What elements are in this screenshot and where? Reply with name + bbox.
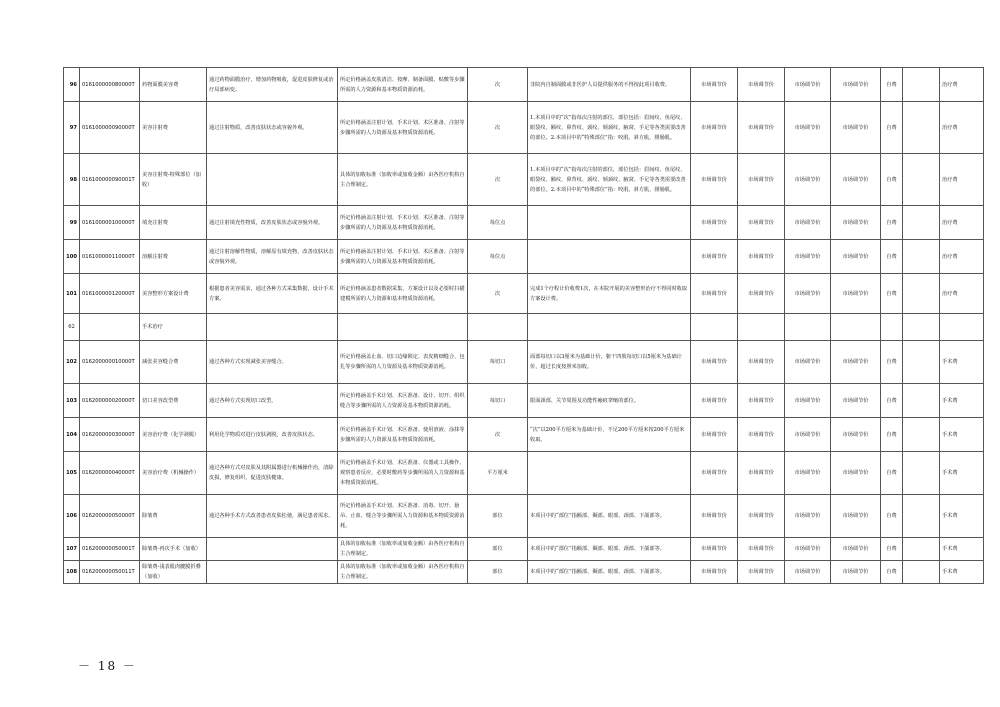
item-description: 非院内自制面膜或非医护人员提供服务的不得按此项目收费。 bbox=[528, 68, 691, 102]
remark bbox=[903, 154, 940, 206]
price-level-3: 市场调节价 bbox=[785, 538, 831, 561]
price-level-3: 市场调节价 bbox=[785, 341, 831, 384]
item-connotation bbox=[207, 538, 338, 561]
remark bbox=[903, 206, 940, 240]
table-row bbox=[64, 384, 984, 418]
pricing-unit: 部位 bbox=[468, 561, 528, 584]
price-level-3: 市场调节价 bbox=[785, 206, 831, 240]
pricing-unit: 次 bbox=[468, 102, 528, 154]
pricing-unit: 每切口 bbox=[468, 341, 528, 384]
price-level-2: 市场调节价 bbox=[738, 452, 785, 495]
payment-type: 自费 bbox=[881, 102, 903, 154]
item-code: 016100000090001T bbox=[80, 154, 140, 206]
payment-type: 自费 bbox=[881, 538, 903, 561]
item-description: 1.本项目中的“次”指每次注射的部位，部位包括：眉间纹、鱼尾纹、眼袋纹、额纹、鼻背纹、颈纹、颏颈纹、腋窝、手足等各类需要改善的部位。2.本项目中的“特殊部位”指：咬肌、斜方肌、腓肠肌。 bbox=[528, 102, 691, 154]
payment-type: 自费 bbox=[881, 154, 903, 206]
price-level-2: 市场调节价 bbox=[738, 538, 785, 561]
item-description: 本项目中的“部位”指额部、颞部、眼部、颈部、下颌部等。 bbox=[528, 538, 691, 561]
item-code: 016100000120000T bbox=[80, 274, 140, 314]
remark bbox=[903, 495, 940, 538]
item-number: 107 bbox=[64, 538, 80, 561]
pricing-basis: 具体的加收标准（加收率或加收金额）由各医疗机构自主合理制定。 bbox=[338, 561, 468, 584]
price-level-3: 市场调节价 bbox=[785, 274, 831, 314]
item-code: 016200000050000T bbox=[80, 495, 140, 538]
price-level-4: 市场调节价 bbox=[831, 274, 881, 314]
remark bbox=[903, 341, 940, 384]
remark bbox=[903, 418, 940, 452]
item-connotation: 根据患者美容需求，通过各种方式采集数据，设计手术方案。 bbox=[207, 274, 338, 314]
fee-category: 治疗费 bbox=[940, 240, 984, 274]
table-row bbox=[64, 154, 984, 206]
item-code: 016200000040000T bbox=[80, 452, 140, 495]
item-description bbox=[528, 240, 691, 274]
pricing-basis: 所定价格涵盖手术计划、术区准备、使用溶液、涂抹等步骤所需的人力资源及基本物质资源消耗。 bbox=[338, 418, 468, 452]
table-row bbox=[64, 274, 984, 314]
price-level-2: 市场调节价 bbox=[738, 68, 785, 102]
pricing-unit: 每位点 bbox=[468, 240, 528, 274]
price-level-2: 市场调节价 bbox=[738, 495, 785, 538]
item-connotation: 通过各种方式实现减张美容缝合。 bbox=[207, 341, 338, 384]
remark bbox=[903, 68, 940, 102]
pricing-basis: 所定价格涵盖止血、切口边缘锁定、表皮精细缝合、包扎等步骤所需的人力资源及基本物质资源消耗。 bbox=[338, 341, 468, 384]
payment-type: 自费 bbox=[881, 341, 903, 384]
price-level-1: 市场调节价 bbox=[691, 341, 738, 384]
pricing-unit: 次 bbox=[468, 68, 528, 102]
payment-type: 自费 bbox=[881, 240, 903, 274]
item-number: 96 bbox=[64, 68, 80, 102]
item-connotation: 通过注射溶解性物质，溶解原有填充物，改善皮肤状态或容貌外观。 bbox=[207, 240, 338, 274]
item-number: 99 bbox=[64, 206, 80, 240]
pricing-unit: 平方厘米 bbox=[468, 452, 528, 495]
price-level-1: 市场调节价 bbox=[691, 154, 738, 206]
table-row bbox=[64, 452, 984, 495]
price-level-1: 市场调节价 bbox=[691, 68, 738, 102]
price-level-4: 市场调节价 bbox=[831, 452, 881, 495]
price-level-2: 市场调节价 bbox=[738, 102, 785, 154]
item-code: 016200000050011T bbox=[80, 561, 140, 584]
fee-category: 手术费 bbox=[940, 384, 984, 418]
item-description: 本项目中的“部位”指额部、颞部、眼部、颈部、下颌部等。 bbox=[528, 561, 691, 584]
item-code: 016200000050001T bbox=[80, 538, 140, 561]
price-level-3: 市场调节价 bbox=[785, 418, 831, 452]
table-row bbox=[64, 341, 984, 384]
remark bbox=[903, 538, 940, 561]
payment-type: 自费 bbox=[881, 495, 903, 538]
pricing-basis: 所定价格涵盖患者数据采集、方案设计以及必要时扫描建模所需的人力资源和基本物质资源消耗。 bbox=[338, 274, 468, 314]
item-name: 溶解注射费 bbox=[140, 240, 207, 274]
fee-category: 手术费 bbox=[940, 538, 984, 561]
item-connotation bbox=[207, 154, 338, 206]
payment-type: 自费 bbox=[881, 68, 903, 102]
price-level-1: 市场调节价 bbox=[691, 384, 738, 418]
price-level-4: 市场调节价 bbox=[831, 561, 881, 584]
payment-type: 自费 bbox=[881, 206, 903, 240]
price-level-3: 市场调节价 bbox=[785, 154, 831, 206]
pricing-unit: 次 bbox=[468, 154, 528, 206]
item-code: 016100000080000T bbox=[80, 68, 140, 102]
price-level-2: 市场调节价 bbox=[738, 240, 785, 274]
table-row bbox=[64, 561, 984, 584]
price-level-1: 市场调节价 bbox=[691, 561, 738, 584]
price-level-2: 市场调节价 bbox=[738, 561, 785, 584]
item-name: 填充注射费 bbox=[140, 206, 207, 240]
price-table bbox=[63, 67, 984, 584]
item-name: 除皱费-再次手术（加收） bbox=[140, 538, 207, 561]
price-level-4: 市场调节价 bbox=[831, 341, 881, 384]
item-connotation: 通过注射填充性物质，改善皮肤状态或容貌外观。 bbox=[207, 206, 338, 240]
fee-category: 治疗费 bbox=[940, 154, 984, 206]
pricing-unit: 部位 bbox=[468, 495, 528, 538]
item-description bbox=[528, 206, 691, 240]
price-level-1: 市场调节价 bbox=[691, 274, 738, 314]
price-level-4: 市场调节价 bbox=[831, 102, 881, 154]
price-level-1: 市场调节价 bbox=[691, 495, 738, 538]
pricing-basis: 所定价格涵盖手术计划、术区准备、仪器或工具操作、观察患者反应，必要时敷药等步骤所需的人力资源和基本物质资源消耗。 bbox=[338, 452, 468, 495]
item-number: 108 bbox=[64, 561, 80, 584]
price-level-1: 市场调节价 bbox=[691, 418, 738, 452]
price-level-3: 市场调节价 bbox=[785, 68, 831, 102]
price-level-2: 市场调节价 bbox=[738, 341, 785, 384]
price-level-3: 市场调节价 bbox=[785, 102, 831, 154]
item-number: 105 bbox=[64, 452, 80, 495]
price-level-4: 市场调节价 bbox=[831, 68, 881, 102]
section-row bbox=[64, 314, 984, 341]
item-connotation: 利用化学物质对进行皮肤剥脱，改善皮肤状态。 bbox=[207, 418, 338, 452]
price-level-2: 市场调节价 bbox=[738, 206, 785, 240]
table-row bbox=[64, 206, 984, 240]
item-code: 016200000030000T bbox=[80, 418, 140, 452]
pricing-basis: 所定价格涵盖手术计划、术区准备、消毒、切开、悬吊、止血、缝合等步骤所需人力资源和基本物质资源消耗。 bbox=[338, 495, 468, 538]
item-number: 97 bbox=[64, 102, 80, 154]
fee-category: 手术费 bbox=[940, 341, 984, 384]
pricing-unit: 次 bbox=[468, 418, 528, 452]
item-number: 104 bbox=[64, 418, 80, 452]
table-row bbox=[64, 538, 984, 561]
item-description: 面部每切口以3厘米为基础计价，躯干四肢每切口以5厘米为基础计价，超过长度按照米加收。 bbox=[528, 341, 691, 384]
item-description: 本项目中的“部位”指额部、颞部、眼部、颈部、下颌部等。 bbox=[528, 495, 691, 538]
item-connotation: 通过注射物质，改善皮肤状态或容貌外观。 bbox=[207, 102, 338, 154]
table-row bbox=[64, 240, 984, 274]
item-name: 美容治疗费（化学剥脱） bbox=[140, 418, 207, 452]
item-name: 除皱费 bbox=[140, 495, 207, 538]
price-level-3: 市场调节价 bbox=[785, 452, 831, 495]
fee-category: 治疗费 bbox=[940, 206, 984, 240]
item-number: 102 bbox=[64, 341, 80, 384]
pricing-unit: 次 bbox=[468, 274, 528, 314]
item-code: 016200000020000T bbox=[80, 384, 140, 418]
price-level-4: 市场调节价 bbox=[831, 240, 881, 274]
price-level-4: 市场调节价 bbox=[831, 418, 881, 452]
item-connotation: 通过各种方式对皮肤及其附属器进行机械操作治，清除皮损，修复组织，促进皮肤健康。 bbox=[207, 452, 338, 495]
item-number: 98 bbox=[64, 154, 80, 206]
item-connotation: 通过药物面膜治疗，增加药物吸收，促进皮肤修复或治疗局部病变。 bbox=[207, 68, 338, 102]
item-number: 101 bbox=[64, 274, 80, 314]
price-level-3: 市场调节价 bbox=[785, 561, 831, 584]
table-row bbox=[64, 495, 984, 538]
table-row bbox=[64, 68, 984, 102]
item-code: 016100000100000T bbox=[80, 206, 140, 240]
fee-category: 治疗费 bbox=[940, 274, 984, 314]
item-code: 016100000090000T bbox=[80, 102, 140, 154]
price-level-1: 市场调节价 bbox=[691, 538, 738, 561]
fee-category: 手术费 bbox=[940, 495, 984, 538]
remark bbox=[903, 561, 940, 584]
pricing-unit: 每位点 bbox=[468, 206, 528, 240]
pricing-basis: 所定价格涵盖注射计划、手术计划、术区准备、注射等步骤所需的人力资源及基本物质资源消耗。 bbox=[338, 240, 468, 274]
pricing-basis: 具体的加收标准（加收率或加收金额）由各医疗机构自主合理制定。 bbox=[338, 538, 468, 561]
fee-category: 治疗费 bbox=[940, 68, 984, 102]
pricing-basis: 所定价格涵盖皮肤清洁、按摩、制备面膜、贴敷等步骤所需的人力资源和基本物质资源消耗。 bbox=[338, 68, 468, 102]
item-name: 美容治疗费（机械操作） bbox=[140, 452, 207, 495]
pricing-unit: 每切口 bbox=[468, 384, 528, 418]
price-level-2: 市场调节价 bbox=[738, 384, 785, 418]
item-number: 103 bbox=[64, 384, 80, 418]
fee-category: 手术费 bbox=[940, 418, 984, 452]
pricing-basis: 所定价格涵盖手术计划、术区准备、设计、切开、组织缝合等步骤所需的人力资源及基本物质资源消耗。 bbox=[338, 384, 468, 418]
payment-type: 自费 bbox=[881, 561, 903, 584]
item-connotation bbox=[207, 561, 338, 584]
price-level-2: 市场调节价 bbox=[738, 154, 785, 206]
item-number: 106 bbox=[64, 495, 80, 538]
remark bbox=[903, 384, 940, 418]
pricing-unit: 部位 bbox=[468, 538, 528, 561]
pricing-basis: 所定价格涵盖注射计划、手术计划、术区准备、注射等步骤所需的人力资源及基本物质资源消耗。 bbox=[338, 206, 468, 240]
price-level-4: 市场调节价 bbox=[831, 384, 881, 418]
payment-type: 自费 bbox=[881, 418, 903, 452]
pricing-basis: 具体的加收标准（加收率或加收金额）由各医疗机构自主合理制定。 bbox=[338, 154, 468, 206]
price-level-4: 市场调节价 bbox=[831, 538, 881, 561]
item-description: 限面颈部、关节周围及功能性瘢痕挛缩的部位。 bbox=[528, 384, 691, 418]
fee-category: 治疗费 bbox=[940, 102, 984, 154]
remark bbox=[903, 240, 940, 274]
price-level-2: 市场调节价 bbox=[738, 418, 785, 452]
item-description bbox=[528, 452, 691, 495]
item-number: 100 bbox=[64, 240, 80, 274]
price-level-1: 市场调节价 bbox=[691, 102, 738, 154]
pricing-basis: 所定价格涵盖注射计划、手术计划、术区准备、注射等步骤所需的人力资源及基本物质资源消耗。 bbox=[338, 102, 468, 154]
item-description: 1.本项目中的“次”指每次注射的部位，部位包括：眉间纹、鱼尾纹、眼袋纹、额纹、鼻背纹、颈纹、颏颈纹、腋窝、手足等各类需要改善的部位。2.本项目中的“特殊部位”指：咬肌、斜方肌、腓肠肌。 bbox=[528, 154, 691, 206]
page-number: － 18 － bbox=[78, 659, 137, 673]
item-description: 完成1个疗程计价收费1次，在本院开展的美容整形治疗不得同时收取方案设计费。 bbox=[528, 274, 691, 314]
payment-type: 自费 bbox=[881, 452, 903, 495]
item-name: 美容注射费-特殊部位（加收） bbox=[140, 154, 207, 206]
item-connotation: 通过各种手术方式改善患者皮肤松弛，满足患者需求。 bbox=[207, 495, 338, 538]
remark bbox=[903, 102, 940, 154]
price-level-1: 市场调节价 bbox=[691, 240, 738, 274]
item-name: 美容注射费 bbox=[140, 102, 207, 154]
price-level-3: 市场调节价 bbox=[785, 495, 831, 538]
section-name: 手术治疗 bbox=[140, 314, 207, 341]
remark bbox=[903, 452, 940, 495]
item-name: 除皱费-浅表肌肉腱膜折叠（加收） bbox=[140, 561, 207, 584]
item-code: 016200000010000T bbox=[80, 341, 140, 384]
price-level-1: 市场调节价 bbox=[691, 452, 738, 495]
payment-type: 自费 bbox=[881, 384, 903, 418]
section-code: 62 bbox=[64, 314, 80, 341]
item-name: 药物面膜美容费 bbox=[140, 68, 207, 102]
table-row bbox=[64, 418, 984, 452]
price-level-4: 市场调节价 bbox=[831, 154, 881, 206]
item-connotation: 通过各种方式实现切口改型。 bbox=[207, 384, 338, 418]
item-description: “次”以200平方厘米为基础计价，不足200平方厘米按200平方厘米收取。 bbox=[528, 418, 691, 452]
price-level-3: 市场调节价 bbox=[785, 240, 831, 274]
price-level-4: 市场调节价 bbox=[831, 495, 881, 538]
table-row bbox=[64, 102, 984, 154]
item-name: 美容整形方案设计费 bbox=[140, 274, 207, 314]
price-level-3: 市场调节价 bbox=[785, 384, 831, 418]
remark bbox=[903, 274, 940, 314]
fee-category: 手术费 bbox=[940, 452, 984, 495]
item-name: 切口美容改型费 bbox=[140, 384, 207, 418]
price-level-2: 市场调节价 bbox=[738, 274, 785, 314]
price-level-1: 市场调节价 bbox=[691, 206, 738, 240]
price-level-4: 市场调节价 bbox=[831, 206, 881, 240]
payment-type: 自费 bbox=[881, 274, 903, 314]
fee-category: 手术费 bbox=[940, 561, 984, 584]
item-name: 减张美容缝合费 bbox=[140, 341, 207, 384]
item-code: 016100000110000T bbox=[80, 240, 140, 274]
